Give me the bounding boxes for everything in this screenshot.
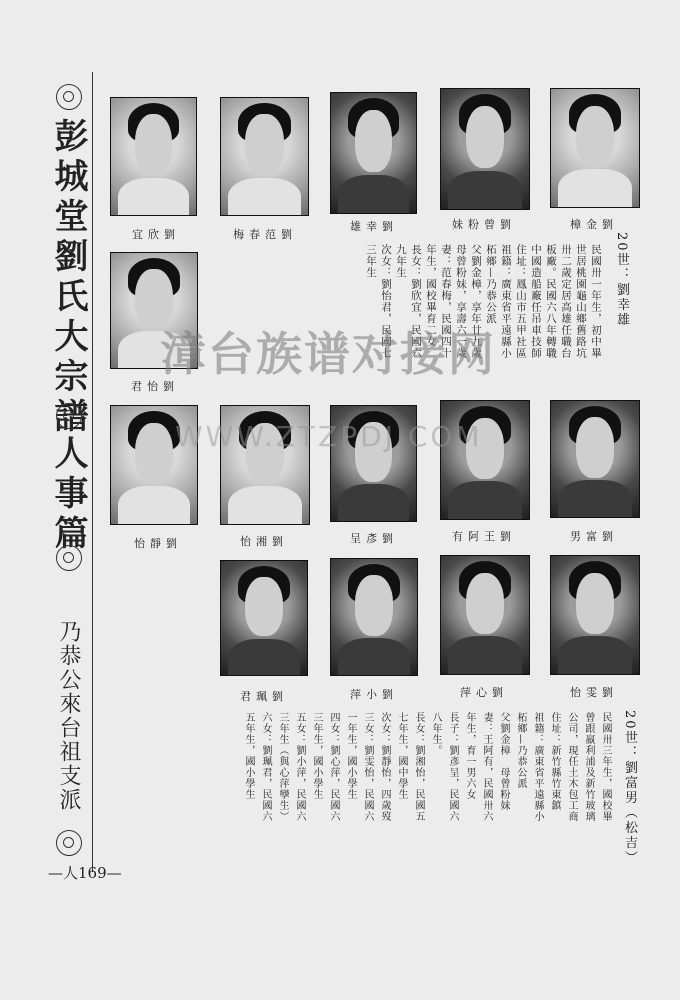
biography-line: 長女：劉湘怡，民國五 [413,712,424,822]
biography-line: 三女：劉雯怡，民國六 [362,712,373,822]
portrait-photo [440,555,530,675]
portrait-photo [220,560,308,676]
biography-line: 長子：劉彥呈，民國六 [447,712,458,822]
biography-line: 四女：劉心萍，民國六 [328,712,339,822]
photo-caption: 呈彥劉 [350,532,398,545]
photo-caption: 怡雯劉 [570,686,618,699]
biography-line: 曾跟羸利浦及新竹玻璃 [583,712,594,822]
photo-caption: 萍小劉 [350,688,398,701]
photo-caption: 樟金劉 [570,218,618,231]
biography-line: 年生，育一男六女 [464,712,475,800]
biography-line: 五女：劉小萍，民國六 [294,712,305,822]
biography-line: 父劉金樟，享年廿九歲 [470,244,482,359]
biography-line: 一年生，國小學生 [345,712,356,800]
biography-line: 民國卅一年生，初中畢 [590,244,602,359]
photo-caption: 有阿王劉 [452,530,516,543]
photo-caption: 梅春范劉 [233,228,297,241]
biography-line: 五年生，國小學生 [243,712,254,800]
portrait-photo [550,88,640,208]
header-divider [92,72,93,872]
biography-line: 柘鄉—乃恭公派 [485,244,497,325]
biography-line: 三年生（與心萍孿生） [277,712,288,822]
biography-line: 年生，國校畢育二女 [425,244,437,348]
flower-ornament-icon [56,84,82,110]
watermark-url: WWW.ZTZPDJ.COM [175,420,483,453]
section-title: 人事篇 [48,435,88,555]
biography-line: 八年生。 [430,712,441,756]
biography-line: 柘鄉—乃恭公派 [515,712,526,789]
branch-title: 乃恭公來台祖支派 [56,620,81,812]
biography-text [228,712,614,862]
biography-line: 母曾粉妹，享壽六一歲 [455,244,467,359]
flower-ornament-icon [56,545,82,571]
flower-ornament-icon [56,403,82,429]
generation-heading: 20世：劉幸雄 [614,232,629,328]
biography-line: 三年生，國小學生 [311,712,322,800]
flower-ornament-icon [56,830,82,856]
portrait-photo [110,97,197,216]
photo-caption: 男富劉 [570,530,618,543]
photo-caption: 妹粉曾劉 [452,218,516,231]
photo-caption: 萍心劉 [460,686,508,699]
portrait-photo [330,92,417,214]
biography-line: 妻：王阿有，民國卅六 [481,712,492,822]
biography-line: 次女：劉怡君，民國七 [380,244,392,359]
photo-caption: 怡靜劉 [134,537,182,550]
portrait-photo [440,400,530,520]
biography-line: 七年生，國中學生 [396,712,407,800]
biography-line: 卅二歲定居高雄任職台 [560,244,572,359]
biography-line: 長女：劉欣宜，民國六 [410,244,422,359]
biography-line: 世居桃園龜山鄉舊路坑 [575,244,587,359]
biography-line: 住址：鳳山市五甲社區 [515,244,527,359]
portrait-photo [330,558,418,676]
biography-line: 祖籍：廣東省平遠縣小 [500,244,512,359]
generation-heading: 20世：劉富男（松吉） [622,710,637,866]
portrait-photo [220,97,309,216]
biography-line: 住址：新竹縣竹東鎮 [549,712,560,811]
biography-line: 祖籍：廣東省平遠縣小 [532,712,543,822]
portrait-photo [440,88,530,210]
page-number: —人169— [48,864,122,882]
biography-line: 九年生 [395,244,407,279]
photo-caption: 怡湘劉 [240,535,288,548]
biography-line: 三年生 [365,244,377,279]
watermark-text: 漳台族谱对接网 [160,327,496,381]
biography-line: 次女：劉靜怡，四歲歿 [379,712,390,822]
biography-line: 中國造船廠任吊車技師 [530,244,542,359]
portrait-photo [550,400,640,518]
photo-caption: 雄幸劉 [350,220,398,233]
biography-line: 公司，現任土木包工商 [566,712,577,822]
biography-line: 板廠。民國六八年轉職 [545,244,557,359]
photo-caption: 君怡劉 [131,380,179,393]
biography-line: 父劉金樟 母曾粉妹 [498,712,509,811]
book-title: 彭城堂劉氏大宗譜 [48,118,88,438]
biography-line: 六女：劉珮君，民國六 [260,712,271,822]
photo-caption: 君珮劉 [240,690,288,703]
portrait-photo [550,555,640,675]
photo-caption: 宜欣劉 [132,228,180,241]
biography-line: 民國卅三年生，國校畢 [600,712,611,822]
biography-line: 妻：范春梅，民國四十 [440,244,452,359]
